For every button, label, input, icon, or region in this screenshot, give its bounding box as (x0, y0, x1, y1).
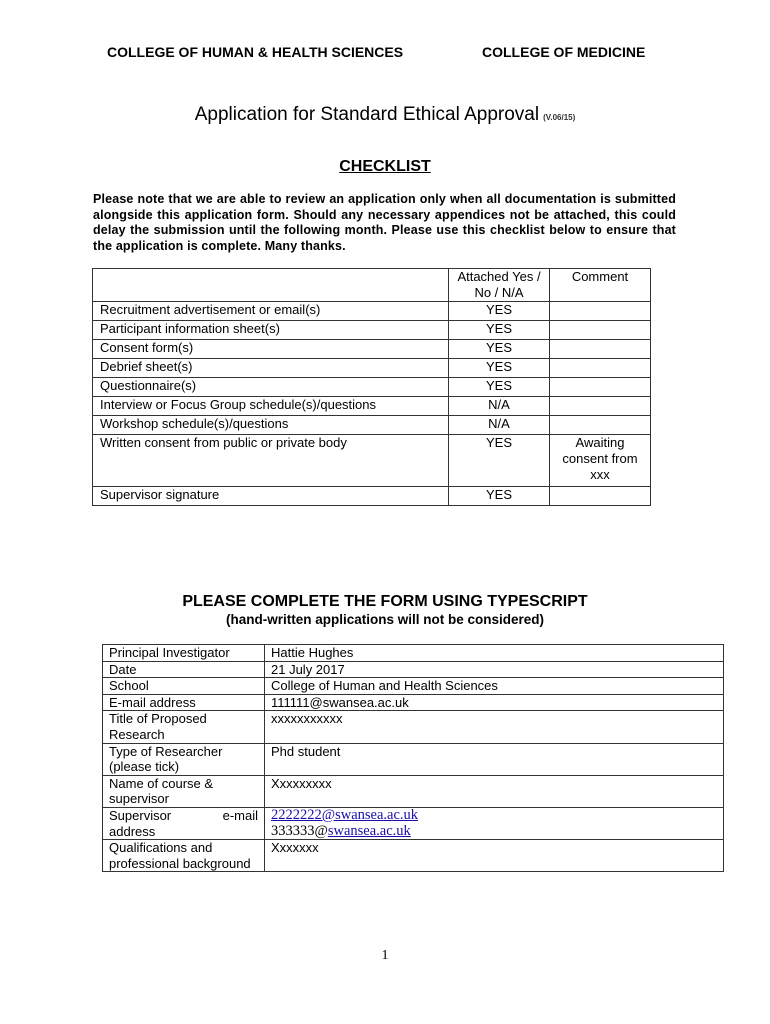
checklist-attached: YES (449, 487, 550, 506)
checklist-item: Written consent from public or private body (93, 435, 449, 487)
checklist-header-item (93, 269, 449, 302)
email-label: E-mail address (103, 694, 265, 711)
table-row (103, 661, 724, 678)
research-title-label: Title of Proposed Research (103, 711, 265, 743)
table-row (93, 397, 651, 416)
course-label-line-2: supervisor (109, 791, 169, 807)
school-label: School (103, 678, 265, 695)
table-row (103, 711, 724, 743)
checklist-header-comment: Comment (550, 269, 651, 302)
checklist-attached: YES (449, 340, 550, 359)
header-right: COLLEGE OF MEDICINE (482, 44, 646, 60)
checklist-comment (550, 302, 651, 321)
note-paragraph: Please note that we are able to review an application only when all documentation is submitted alongside this application form. Should any necessary appendices not be attached, this could delay the submission until the following month. Please use this checklist below to ensure that the application is complete. Many thanks. (93, 192, 676, 253)
supervisor-email-link-1[interactable]: 2222222@swansea.ac.uk (271, 806, 419, 823)
checklist-item: Recruitment advertisement or email(s) (93, 302, 449, 321)
date-value: 21 July 2017 (265, 661, 724, 678)
checklist-attached: YES (449, 359, 550, 378)
application-form-table (102, 644, 724, 872)
supervisor-email-link-2[interactable]: swansea.ac.uk (327, 822, 411, 839)
table-row (93, 487, 651, 506)
table-row (93, 416, 651, 435)
version-label: (V.06/15) (543, 113, 576, 122)
supervisor-email-prefix: 333333@ (271, 822, 328, 839)
table-row (103, 807, 724, 839)
research-title-value: xxxxxxxxxxx (265, 711, 724, 743)
table-row (93, 321, 651, 340)
researcher-type-value: Phd student (265, 743, 724, 775)
checklist-header-attached: Attached Yes / No / N/A (449, 269, 550, 302)
checklist-header-row (93, 269, 651, 302)
table-row (103, 694, 724, 711)
course-label-line-1: Name of course & (109, 775, 214, 791)
checklist-comment (550, 487, 651, 506)
date-label: Date (103, 661, 265, 678)
checklist-attached: YES (449, 378, 550, 397)
checklist-attached: YES (449, 435, 550, 487)
table-row (93, 302, 651, 321)
table-row (93, 435, 651, 487)
email-value: 111111@swansea.ac.uk (265, 694, 724, 711)
checklist-comment: Awaiting consent from xxx (550, 435, 651, 487)
table-row (103, 840, 724, 872)
supervisor-email-label-line-1 (109, 808, 258, 824)
checklist-comment (550, 378, 651, 397)
checklist-attached: YES (449, 321, 550, 340)
checklist-comment (550, 321, 651, 340)
pi-value: Hattie Hughes (265, 645, 724, 662)
supervisor-email-label (103, 807, 265, 839)
checklist-table (92, 268, 651, 506)
checklist-item: Workshop schedule(s)/questions (93, 416, 449, 435)
title-text: Application for Standard Ethical Approval (194, 104, 540, 125)
table-row (103, 775, 724, 807)
researcher-type-label: Type of Researcher (please tick) (103, 743, 265, 775)
pi-label: Principal Investigator (103, 645, 265, 662)
school-value: College of Human and Health Sciences (265, 678, 724, 695)
checklist-item: Debrief sheet(s) (93, 359, 449, 378)
form-subheading: (hand-written applications will not be considered) (225, 612, 545, 627)
table-row (93, 359, 651, 378)
form-heading: PLEASE COMPLETE THE FORM USING TYPESCRIPT (182, 593, 588, 610)
checklist-item: Interview or Focus Group schedule(s)/questions (93, 397, 449, 416)
course-supervisor-value: Xxxxxxxxx (265, 775, 724, 807)
course-supervisor-label (103, 775, 265, 807)
email-word: e-mail (222, 807, 258, 823)
qualifications-value: Xxxxxxx (265, 840, 724, 872)
table-row (103, 678, 724, 695)
supervisor-word: Supervisor (109, 807, 172, 823)
checklist-comment (550, 397, 651, 416)
supervisor-email-value (265, 807, 724, 839)
checklist-comment (550, 359, 651, 378)
header-left: COLLEGE OF HUMAN & HEALTH SCIENCES (107, 44, 404, 60)
supervisor-email-label-line-2: address (109, 823, 156, 839)
checklist-item: Questionnaire(s) (93, 378, 449, 397)
checklist-item: Consent form(s) (93, 340, 449, 359)
page-title (0, 104, 770, 126)
qualifications-label: Qualifications and professional background (103, 840, 265, 872)
checklist-item: Supervisor signature (93, 487, 449, 506)
checklist-item: Participant information sheet(s) (93, 321, 449, 340)
checklist-attached: YES (449, 302, 550, 321)
checklist-comment (550, 416, 651, 435)
table-row (93, 378, 651, 397)
checklist-heading: CHECKLIST (339, 158, 431, 175)
checklist-attached: N/A (449, 416, 550, 435)
table-row (93, 340, 651, 359)
checklist-attached: N/A (449, 397, 550, 416)
table-row (103, 645, 724, 662)
checklist-comment (550, 340, 651, 359)
table-row (103, 743, 724, 775)
page-number: 1 (381, 948, 389, 963)
